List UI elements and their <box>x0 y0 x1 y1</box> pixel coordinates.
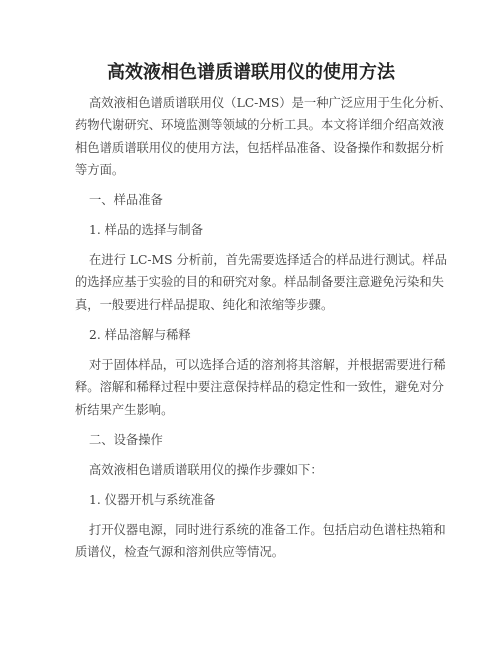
section2-intro: 高效液相色谱质谱联用仪的操作步骤如下： <box>89 463 323 477</box>
intro-line-2: 药物代谢研究、环境监测等领域的分析工具。本文将详细介绍高效液 <box>75 118 444 132</box>
subheading-sample-selection: 1. 样品的选择与制备 <box>89 223 204 237</box>
sub1-line-3: 真，一般要进行样品提取、纯化和浓缩等步骤。 <box>75 298 334 312</box>
intro-line-3: 相色谱质谱联用仪的使用方法，包括样品准备、设备操作和数据分析 <box>75 141 444 155</box>
sub2-line-2: 释。溶解和稀释过程中要注意保持样品的稳定性和一致性，避免对分 <box>75 380 444 394</box>
sub2-line-3: 析结果产生影响。 <box>75 403 174 417</box>
subheading-startup: 1. 仪器开机与系统准备 <box>89 493 216 507</box>
intro-line-1: 高效液相色谱质谱联用仪（LC-MS）是一种广泛应用于生化分析、 <box>89 96 452 110</box>
sub2-line-1: 对于固体样品，可以选择合适的溶剂将其溶解，并根据需要进行稀 <box>89 358 446 372</box>
intro-line-4: 等方面。 <box>75 163 125 177</box>
subheading-sample-dissolution: 2. 样品溶解与稀释 <box>89 328 191 342</box>
section-heading-device-operation: 二、设备操作 <box>89 433 163 447</box>
sub3-line-2: 质谱仪，检查气源和溶剂供应等情况。 <box>75 545 285 559</box>
document-title: 高效液相色谱质谱联用仪的使用方法 <box>107 62 395 83</box>
sub1-line-1: 在进行 LC-MS 分析前，首先需要选择适合的样品进行测试。样品 <box>89 253 447 267</box>
sub3-line-1: 打开仪器电源，同时进行系统的准备工作。包括启动色谱柱热箱和 <box>89 523 446 537</box>
section-heading-sample-prep: 一、样品准备 <box>89 193 163 207</box>
sub1-line-2: 的选择应基于实验的目的和研究对象。样品制备要注意避免污染和失 <box>75 275 444 289</box>
